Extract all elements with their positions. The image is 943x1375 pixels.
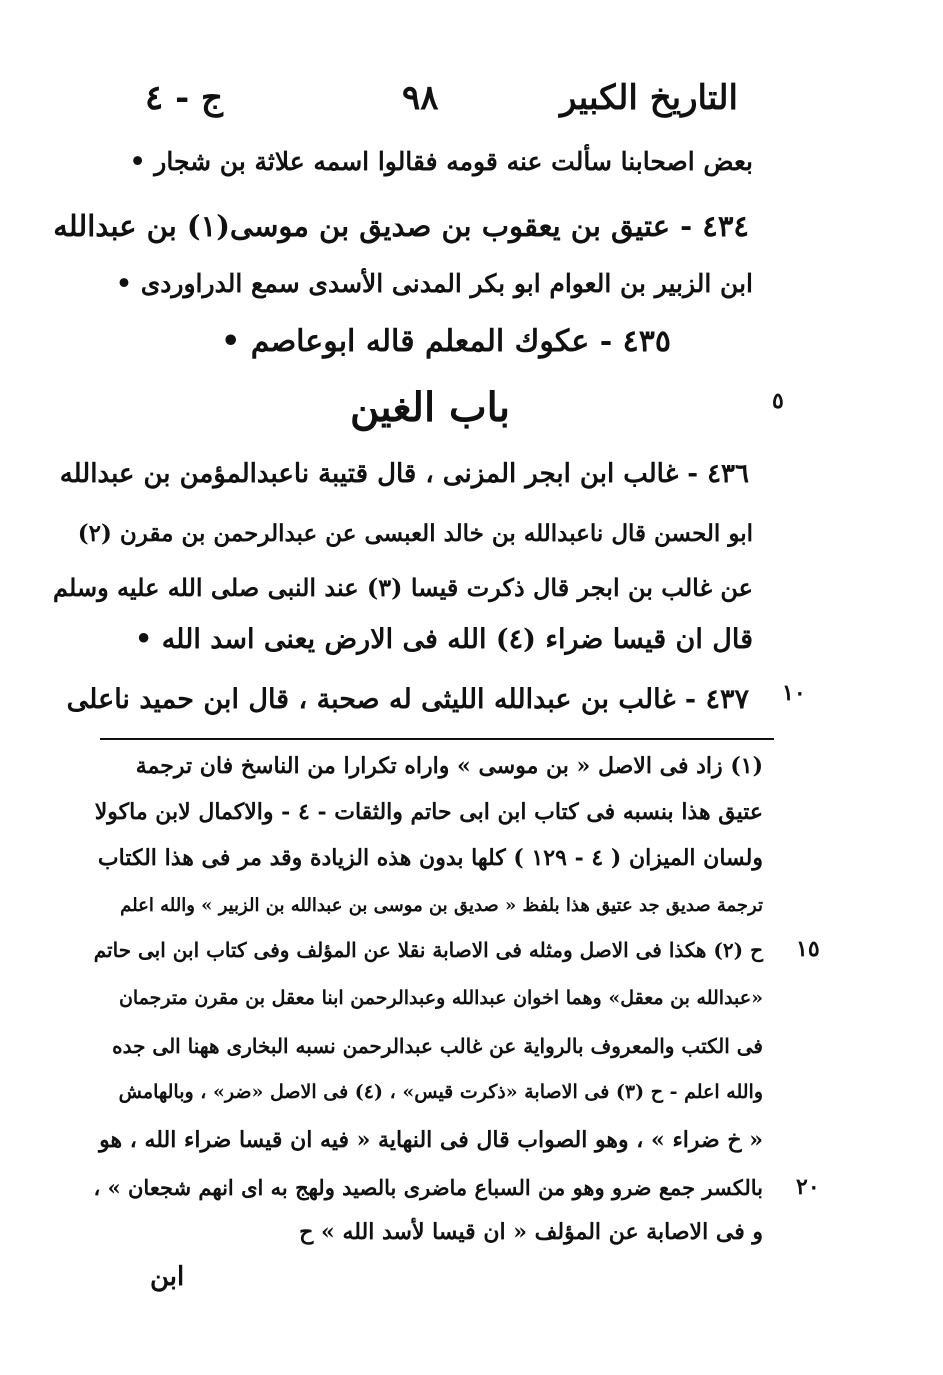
footnote-line: (١) زاد فى الاصل « بن موسى » واراه تكرارا من الناسخ فان ترجمة (135, 753, 763, 779)
entry-434-line: ٤٣٤ - عتيق بن يعقوب بن صديق بن موسى(١) بن عبدالله (53, 209, 749, 243)
footnote-line: فى الكتب والمعروف بالرواية عن غالب عبدالرحمن نسبه البخارى ههنا الى جده (112, 1034, 763, 1058)
footnote-line: ولسان الميزان ( ٤ - ١٢٩ ) كلها بدون هذه الزيادة وقد مر فى هذا الكتاب (97, 845, 763, 871)
entry-437-line: ٤٣٧ - غالب بن عبدالله الليثى له صحبة ، قال ابن حميد ناعلى (66, 684, 749, 715)
text-line: ابن الزبير بن العوام ابو بكر المدنى الأسدى سمع الدراوردى • (116, 269, 753, 298)
footnote-line: « خ ضراء » ، وهو الصواب قال فى النهاية « فيه ان قيسا ضراء الله ، هو (99, 1127, 763, 1153)
page-number: ٩٨ (402, 78, 439, 118)
text-line: بعض اصحابنا سألت عنه قومه فقالوا اسمه علاثة بن شجار • (129, 147, 753, 176)
margin-line-number: ١٥ (796, 936, 820, 962)
footnote-line: والله اعلم - ح (٣) فى الاصابة «ذكرت قيس» ، (٤) فى الاصل «ضر» ، وبالهامش (118, 1081, 763, 1103)
footnote-line: ح (٢) هكذا فى الاصل ومثله فى الاصابة نقلا عن المؤلف وفى كتاب ابن ابى حاتم (93, 938, 763, 962)
footnote-line: بالكسر جمع ضرو وهو من السباع ماضرى بالصيد ولهج به اى انهم شجعان » ، (93, 1175, 763, 1200)
text-line: ابو الحسن قال ناعبدالله بن خالد العبسى عن عبدالرحمن بن مقرن (٢) (77, 520, 753, 547)
footnote-divider (100, 738, 774, 740)
footnote-line: و فى الاصابة عن المؤلف « ان قيسا لأسد الله » ح (299, 1219, 763, 1245)
catchword: ابن (150, 1262, 185, 1292)
entry-435-line: ٤٣٥ - عكوك المعلم قاله ابوعاصم • (221, 324, 671, 359)
margin-line-number: ٢٠ (796, 1174, 820, 1200)
text-line: قال ان قيسا ضراء (٤) الله فى الارض يعنى اسد الله • (135, 624, 753, 655)
footnote-line: ترجمة صديق جد عتيق هذا بلفظ « صديق بن موسى بن عبدالله بن الزبير » والله اعلم (120, 895, 763, 916)
volume-label: ج - ٤ (145, 78, 223, 118)
margin-line-number: ١٠ (782, 680, 806, 706)
margin-line-number: ٥ (772, 388, 784, 414)
entry-436-line: ٤٣٦ - غالب ابن ابجر المزنى ، قال قتيبة ناعبدالمؤمن بن عبدالله (59, 459, 749, 489)
book-title: التاريخ الكبير (560, 78, 738, 118)
text-line: عن غالب بن ابجر قال ذكرت قيسا (٣) عند النبى صلى الله عليه وسلم (53, 573, 753, 602)
footnote-line: «عبدالله بن معقل» وهما اخوان عبدالله وعبدالرحمن ابنا معقل بن مقرن مترجمان (118, 987, 763, 1009)
section-heading: باب الغين (349, 384, 511, 431)
footnote-line: عتيق هذا بنسبه فى كتاب ابن ابى حاتم والثقات - ٤ - والاكمال لابن ماكولا (94, 799, 763, 825)
